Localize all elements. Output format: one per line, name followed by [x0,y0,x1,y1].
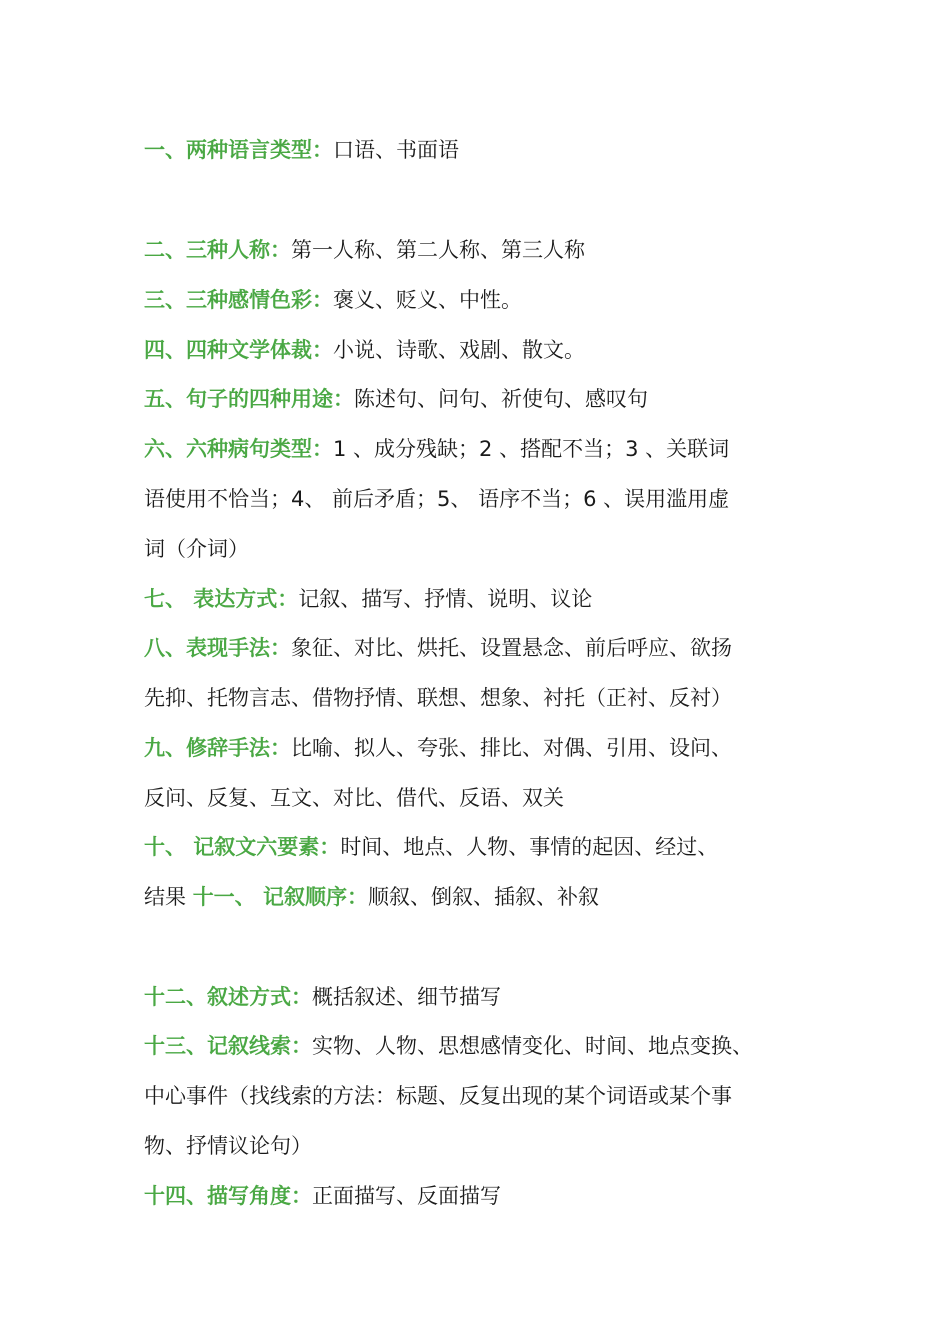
item-heading: 二、三种人称： [144,238,291,262]
item-10-11-line [144,882,834,912]
item-text: 记叙、描写、抒情、说明、议论 [298,587,593,611]
item-13-continuation-2: 物、抒情议论句） [144,1134,312,1158]
item-heading: 十一、 记叙顺序： [192,885,368,909]
item-heading: 十四、描写角度： [144,1184,312,1208]
item-9 [144,733,834,763]
item-text: 正面描写、反面描写 [312,1184,501,1208]
item-heading: 八、表现手法： [144,636,291,660]
item-text: 第一人称、第二人称、第三人称 [291,238,585,262]
item-text: 象征、对比、烘托、设置悬念、前后呼应、欲扬 [291,636,732,660]
item-14 [144,1181,834,1211]
item-heading: 五、句子的四种用途： [144,387,354,411]
item-8-continuation-1: 先抑、托物言志、借物抒情、联想、想象、衬托（正衬、反衬） [144,686,732,710]
item-text: 比喻、拟人、夸张、排比、对偶、引用、设问、 [291,736,732,760]
item-heading: 一、两种语言类型： [144,138,333,162]
item-heading: 十、 记叙文六要素： [144,835,341,859]
item-text: 1 、成分残缺；2 、搭配不当；3 、关联词 [333,437,730,461]
item-5 [144,384,834,414]
item-1 [144,135,834,165]
item-text: 顺叙、倒叙、插叙、补叙 [368,885,599,909]
item-13-continuation-1: 中心事件（找线索的方法：标题、反复出现的某个词语或某个事 [144,1084,732,1108]
item-text: 口语、书面语 [333,138,459,162]
item-6 [144,434,834,464]
item-text: 概括叙述、细节描写 [312,985,501,1009]
item-4 [144,335,834,365]
item-text: 小说、诗歌、戏剧、散文。 [333,338,585,362]
item-heading: 六、六种病句类型： [144,437,333,461]
item-heading: 十二、叙述方式： [144,985,312,1009]
item-heading: 十三、记叙线索： [144,1034,312,1058]
item-heading: 三、三种感情色彩： [144,288,333,312]
item-3 [144,285,834,315]
item-text: 褒义、贬义、中性。 [333,288,522,312]
item-6-continuation-2: 词（介词） [144,537,249,561]
item-10 [144,832,834,862]
item-2 [144,235,834,265]
item-text: 实物、人物、思想感情变化、时间、地点变换、 [312,1034,753,1058]
item-10-continuation: 结果 [144,885,193,909]
item-12 [144,982,834,1012]
item-text: 陈述句、问句、祈使句、感叹句 [354,387,648,411]
item-9-continuation-1: 反问、反复、互文、对比、借代、反语、双关 [144,786,564,810]
item-text: 时间、地点、人物、事情的起因、经过、 [340,835,719,859]
item-7 [144,584,834,614]
item-6-continuation-1: 语使用不恰当；4、 前后矛盾；5、 语序不当；6 、误用滥用虚 [144,487,730,511]
item-13 [144,1031,834,1061]
item-8 [144,633,834,663]
item-heading: 九、修辞手法： [144,736,291,760]
item-heading: 四、四种文学体裁： [144,338,333,362]
item-heading: 七、 表达方式： [144,587,299,611]
